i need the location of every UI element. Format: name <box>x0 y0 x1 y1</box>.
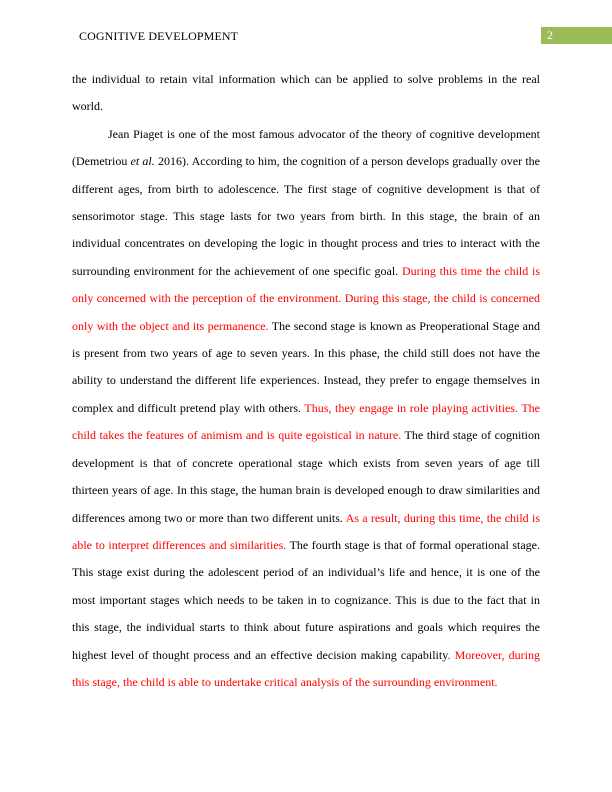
highlighted-text-run: . Moreover, during this stage, the child is able to undertake critical analysis of the surrounding environment. <box>72 647 540 689</box>
text-run: 2016). According to him, the cognition of a person develops gradually over the different ages, from birth to adolescence. The first stage of cognitive development is that of sensorimotor stage. This stage lasts for two years from birth. In this stage, the brain of an individual concentrates on developing the logic in thought process and tries to interact with the surrounding environment for the achievement of one specific goal. <box>72 154 541 278</box>
highlighted-text-run: Thus, they engage in role playing activities. The child takes the features of animism and is quite egoistical in nature. <box>72 400 540 443</box>
running-head: COGNITIVE DEVELOPMENT <box>79 29 239 43</box>
highlighted-text-run: During this time the child is only concerned with the perception of the environment. During this stage, the child is concerned only with the object and its permanence. <box>72 263 540 333</box>
text-run: Jean Piaget is one of the most famous advocator of the theory of cognitive development (Demetriou <box>72 126 540 169</box>
page-number-badge <box>541 27 612 44</box>
text-run: The second stage is known as Preoperational Stage and is present from two years of age to seven years. In this phase, the child still does not have the ability to understand the different life experiences. Instead, they prefer to engage themselves in complex and difficult pretend play with others. <box>72 318 540 415</box>
paragraph-piaget <box>72 121 540 697</box>
text-run: The fourth stage is that of formal operational stage. This stage exist during the adolescent period of an individual’s life and hence, it is one of the most important stages which needs to be taken in to cognizance. This is due to the fact that in this stage, the individual starts to think about future aspirations and goals which requires the highest level of thought process and an effective decision making capability <box>72 537 540 662</box>
text-run: The third stage of cognition development is that of concrete operational stage which exists from seven years of age till thirteen years of age. In this stage, the human brain is developed enough to draw similarities and differences among two or more than two different units. <box>72 428 540 525</box>
paragraph-continuation: the individual to retain vital information which can be applied to solve problems in the real world. <box>72 72 540 114</box>
page-number: 2 <box>547 28 553 42</box>
body-text <box>72 66 540 696</box>
citation-et-al: et al. <box>130 154 155 169</box>
highlighted-text-run: As a result, during this time, the child is able to interpret differences and similarities. <box>72 510 540 552</box>
